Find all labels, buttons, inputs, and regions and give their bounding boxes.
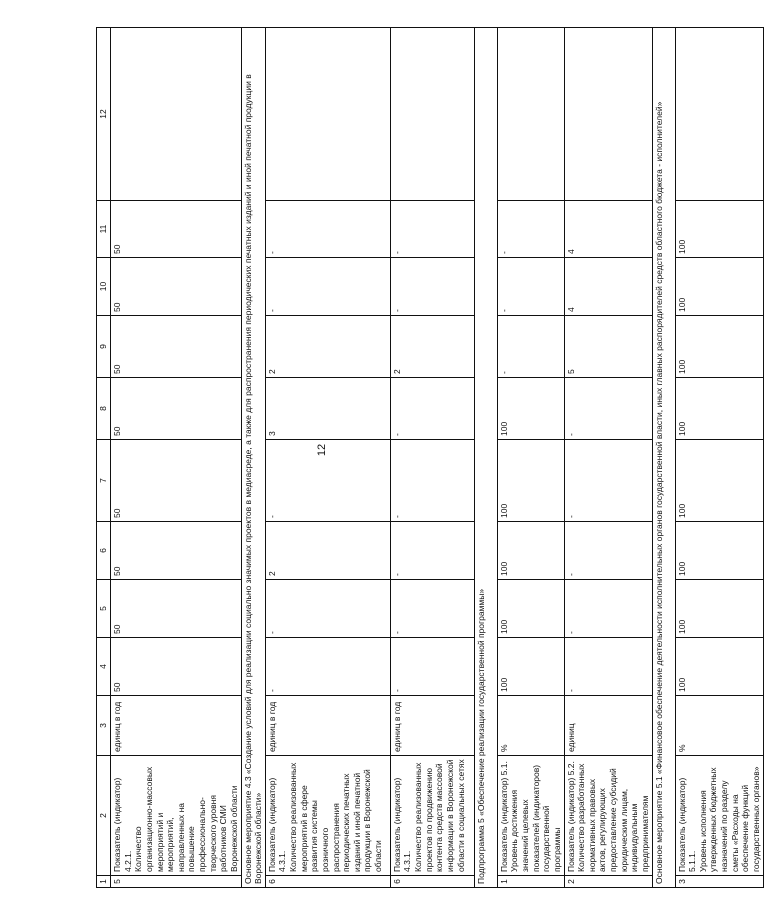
value-cell: - xyxy=(265,258,390,316)
value-cell: - xyxy=(564,378,652,440)
section-heading: Основное мероприятие 4.3 «Создание условий для реализации социально значимых проектов в медиасреде, а также для распространения периодических печатных изданий и иной печатной продукции в Воронежской области» xyxy=(241,28,265,888)
value-cell: - xyxy=(390,638,474,696)
indicator-name xyxy=(390,756,474,876)
indicator-name xyxy=(111,756,242,876)
unit: % xyxy=(675,696,763,756)
value-cell: - xyxy=(265,201,390,258)
table-row xyxy=(265,28,390,888)
value-cell: 100 xyxy=(497,378,564,440)
indicator-label: Показатель (индикатор) 5.2. Количество разработанных нормативных правовых актов, регулирующих предоставление субсидий юридическим лицам, индивидуальным предпринимателям xyxy=(565,761,650,872)
indicator-name xyxy=(265,756,390,876)
value-cell: - xyxy=(390,378,474,440)
row-number: 6 xyxy=(265,876,390,888)
indicator-label: Показатель (индикатор) 4.2.1. Количество организационно-массовых мероприятий и мероприятий, направленных на повышение профессионально-творческого уровня работников СМИ Воронежской области xyxy=(112,766,239,872)
indicator-label: Показатель (индикатор) 5.1.1. Уровень исполнения утвержденных бюджетных назначений по разделу сметы «Расходы на обеспечение функций государственных органов» xyxy=(676,766,761,872)
row-number: 6 xyxy=(390,876,474,888)
value-cell: - xyxy=(564,638,652,696)
value-cell: - xyxy=(390,440,474,522)
value-cell xyxy=(111,28,242,201)
row-number: 5 xyxy=(111,876,242,888)
value-cell: - xyxy=(265,580,390,638)
column-number: 8 xyxy=(97,378,111,440)
value-cell: 100 xyxy=(497,580,564,638)
value-cell: - xyxy=(390,580,474,638)
value-cell: 50 xyxy=(111,638,242,696)
unit: единиц xyxy=(564,696,652,756)
value-cell: 100 xyxy=(675,316,763,378)
unit: % xyxy=(497,696,564,756)
indicator-name xyxy=(497,756,564,876)
section-heading-row xyxy=(241,28,265,888)
value-cell: 50 xyxy=(111,440,242,522)
indicator-label: Показатель (индикатор) 5.1. Уровень достижения значений целевых показателей (индикаторов) государственной программы xyxy=(498,761,562,872)
value-cell: 3 xyxy=(265,378,390,440)
value-cell: 100 xyxy=(497,522,564,580)
value-cell: 5 xyxy=(564,316,652,378)
value-cell: 50 xyxy=(111,580,242,638)
value-cell: 100 xyxy=(497,440,564,522)
value-cell: 100 xyxy=(497,638,564,696)
value-cell: 2 xyxy=(265,522,390,580)
column-number: 4 xyxy=(97,638,111,696)
value-cell: - xyxy=(390,201,474,258)
table-row xyxy=(390,28,474,888)
value-cell: 100 xyxy=(675,378,763,440)
column-number: 12 xyxy=(97,28,111,201)
value-cell: 50 xyxy=(111,201,242,258)
value-cell: 4 xyxy=(564,258,652,316)
unit: единиц в год xyxy=(390,696,474,756)
column-number: 7 xyxy=(97,440,111,522)
indicator-name xyxy=(564,756,652,876)
page-number: 12 xyxy=(316,443,328,457)
value-cell: 100 xyxy=(675,258,763,316)
column-number: 10 xyxy=(97,258,111,316)
indicator-label: Показатель (индикатор) 4.3.1. Количество реализованных проектов по продвижению контента средств массовой информации в Воронежской области в социальных сетях xyxy=(391,759,466,872)
value-cell xyxy=(675,28,763,201)
value-cell: - xyxy=(497,316,564,378)
table-row xyxy=(111,28,242,888)
column-number: 2 xyxy=(97,756,111,876)
value-cell: 2 xyxy=(265,316,390,378)
column-number: 3 xyxy=(97,696,111,756)
value-cell: 100 xyxy=(675,522,763,580)
value-cell: - xyxy=(497,258,564,316)
value-cell: - xyxy=(564,580,652,638)
row-number: 1 xyxy=(497,876,564,888)
row-number: 3 xyxy=(675,876,763,888)
value-cell: 100 xyxy=(675,440,763,522)
value-cell: - xyxy=(265,638,390,696)
value-cell xyxy=(497,28,564,201)
value-cell xyxy=(390,28,474,201)
value-cell: 50 xyxy=(111,378,242,440)
value-cell: 100 xyxy=(675,201,763,258)
value-cell: 4 xyxy=(564,201,652,258)
indicator-label: Показатель (индикатор) 4.3.1. Количество реализованных мероприятий в сфере развития системы розничного распространения периодических печатных изданий и иной печатной продукции в Воронежской области xyxy=(266,762,383,872)
row-number: 2 xyxy=(564,876,652,888)
value-cell: - xyxy=(265,440,390,522)
section-heading-row xyxy=(474,28,497,888)
table-row xyxy=(675,28,763,888)
column-number: 9 xyxy=(97,316,111,378)
value-cell: 50 xyxy=(111,258,242,316)
value-cell: - xyxy=(497,201,564,258)
value-cell: 50 xyxy=(111,522,242,580)
value-cell: 50 xyxy=(111,316,242,378)
value-cell: - xyxy=(564,522,652,580)
table-row xyxy=(564,28,652,888)
value-cell: - xyxy=(564,440,652,522)
value-cell xyxy=(564,28,652,201)
table-row xyxy=(497,28,564,888)
indicator-name xyxy=(675,756,763,876)
unit: единиц в год xyxy=(265,696,390,756)
column-number: 11 xyxy=(97,201,111,258)
table-header-row xyxy=(97,28,111,888)
value-cell: - xyxy=(390,258,474,316)
value-cell: 100 xyxy=(675,638,763,696)
value-cell: 100 xyxy=(675,580,763,638)
value-cell: 2 xyxy=(390,316,474,378)
unit: единиц в год xyxy=(111,696,242,756)
column-number: 1 xyxy=(97,876,111,888)
section-heading: Подпрограмма 5 «Обеспечение реализации государственной программы» xyxy=(474,28,497,888)
column-number: 6 xyxy=(97,522,111,580)
value-cell xyxy=(265,28,390,201)
column-number: 5 xyxy=(97,580,111,638)
section-heading: Основное мероприятие 5.1 «Финансовое обеспечение деятельности исполнительных органов государственной власти, иных главных распорядителей средств областного бюджета - исполнителей» xyxy=(652,28,675,888)
value-cell: - xyxy=(390,522,474,580)
section-heading-row xyxy=(652,28,675,888)
indicators-table xyxy=(96,27,764,888)
